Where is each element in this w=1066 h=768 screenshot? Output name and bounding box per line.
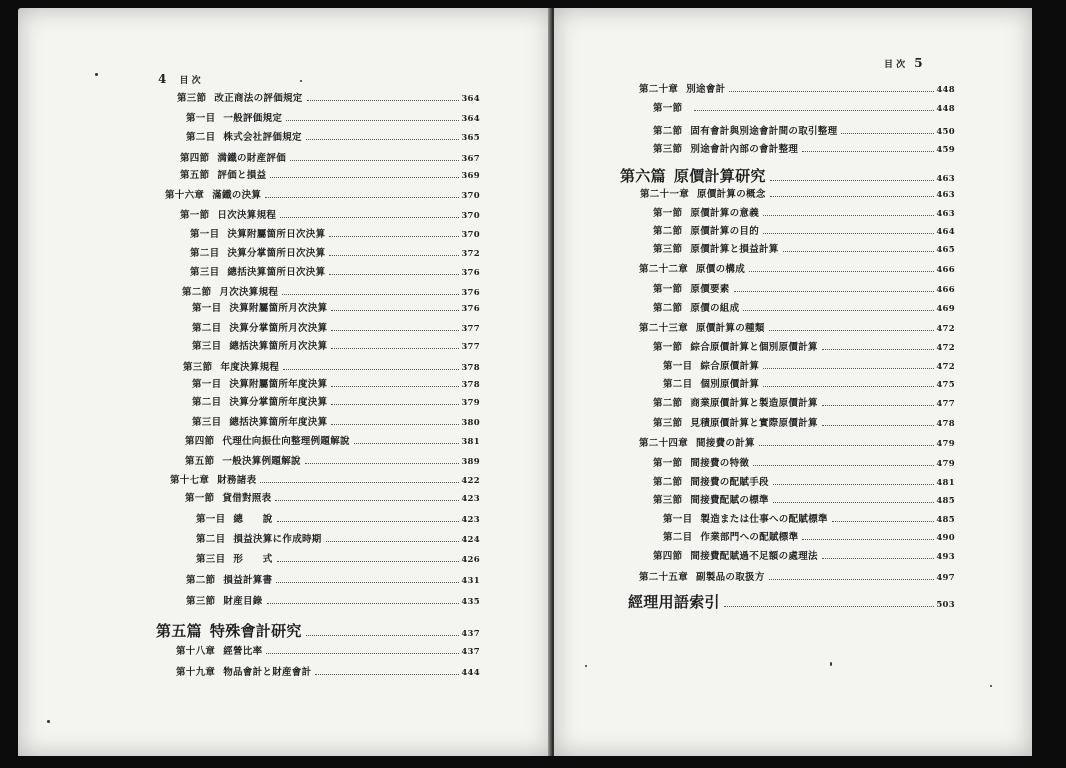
toc-entry-page-number: 463: [936, 190, 955, 200]
toc-entry-label: 第三節: [186, 596, 216, 607]
toc-entry-label: 第二節: [653, 398, 683, 409]
toc-entry-label: 第一目: [186, 113, 216, 124]
toc-entry: [196, 551, 480, 565]
toc-entry-page-number: 485: [936, 496, 955, 506]
toc-entry-page-number: 376: [461, 268, 480, 278]
toc-entry-page-number: 465: [936, 245, 955, 255]
toc-entry-page-number: 437: [461, 629, 480, 639]
dot-leader: [783, 251, 935, 252]
toc-entry-label: 第一節: [653, 458, 683, 469]
dot-leader: [354, 443, 460, 444]
dot-leader: [770, 196, 935, 197]
toc-entry-title: 總括決算箇所日次決算: [227, 267, 326, 278]
toc-entry-label: 第一節: [653, 208, 683, 219]
toc-entry-title: 個別原價計算: [700, 379, 760, 390]
toc-entry: [165, 187, 480, 201]
toc-entry: [639, 569, 955, 583]
toc-entry-title: 原價計算の意義: [690, 208, 760, 219]
dot-leader: [770, 180, 935, 181]
dot-leader: [260, 482, 459, 483]
toc-entry: [653, 474, 955, 488]
toc-entry: [639, 435, 955, 449]
dot-leader: [326, 541, 460, 542]
dot-leader: [315, 674, 459, 675]
toc-entry-page-number: 370: [461, 191, 480, 201]
toc-entry: [177, 90, 480, 104]
toc-entry-page-number: 481: [936, 478, 955, 488]
toc-entry: [663, 358, 955, 372]
toc-entry-label: 第一節: [653, 284, 683, 295]
right-page-number: 5: [914, 56, 923, 70]
toc-entry-label: 第三節: [653, 144, 683, 155]
toc-entry-title: 別途會計: [686, 84, 726, 95]
dot-leader: [759, 445, 935, 446]
toc-entry-title: 日次決算規程: [217, 210, 277, 221]
toc-entry: [653, 241, 955, 255]
toc-entry-label: 第二節: [186, 575, 216, 586]
dot-leader: [265, 197, 459, 198]
toc-entry-title: 原價の構成: [696, 264, 746, 275]
toc-entry: [156, 620, 480, 641]
dot-leader: [277, 521, 460, 522]
toc-entry-title: 間接費の配賦手段: [690, 477, 769, 488]
toc-entry-page-number: 472: [936, 343, 955, 353]
toc-entry: [639, 320, 955, 334]
toc-entry-title: 月次決算規程: [219, 287, 279, 298]
right-header-label: 目 次: [884, 60, 906, 70]
toc-entry-title: 物品會計と財産會計: [223, 667, 312, 678]
toc-entry: [190, 245, 480, 259]
dot-leader: [769, 330, 935, 331]
toc-entry-label: 第二目: [192, 397, 222, 408]
toc-entry-label: 第二節: [653, 126, 683, 137]
toc-entry-page-number: 444: [461, 668, 480, 678]
toc-entry-label: 第二目: [190, 248, 220, 259]
toc-entry-label: 第一節: [185, 493, 215, 504]
toc-entry-page-number: 503: [936, 600, 955, 610]
toc-entry-page-number: 377: [461, 324, 480, 334]
toc-entry-label: 第一目: [192, 379, 222, 390]
toc-entry-label: 第二節: [653, 477, 683, 488]
dot-leader: [763, 386, 934, 387]
toc-entry-page-number: 381: [461, 437, 480, 447]
toc-entry-title: 評価と損益: [217, 170, 267, 181]
dot-leader: [331, 348, 459, 349]
dot-leader: [832, 521, 935, 522]
dot-leader: [331, 386, 459, 387]
toc-entry: [192, 320, 480, 334]
toc-entry: [653, 205, 955, 219]
toc-entry-label: 第十八章: [176, 646, 216, 657]
toc-entry-page-number: 431: [461, 576, 480, 586]
scan-speck: [990, 685, 992, 687]
toc-entry: [653, 339, 955, 353]
toc-entry-title: 改正商法の評価規定: [214, 93, 303, 104]
toc-entry-page-number: 365: [461, 133, 480, 143]
toc-entry: [180, 150, 480, 164]
toc-entry-title: 貸借對照表: [222, 493, 272, 504]
toc-entry-label: 第三目: [192, 417, 222, 428]
toc-entry: [186, 593, 480, 607]
toc-entry-page-number: 466: [936, 285, 955, 295]
toc-entry-label: 第二節: [182, 287, 212, 298]
toc-entry: [180, 207, 480, 221]
toc-entry: [653, 455, 955, 469]
toc-entry-label: 第四節: [653, 551, 683, 562]
toc-entry: [653, 548, 955, 562]
toc-entry-title: 間接費配賦の標準: [690, 495, 769, 506]
toc-entry-page-number: 376: [461, 304, 480, 314]
toc-entry: [653, 415, 955, 429]
toc-entry-title: 決算分掌箇所月次決算: [229, 323, 328, 334]
right-page-header: [884, 56, 923, 70]
toc-entry: [186, 129, 480, 143]
toc-entry-label: 第三節: [653, 244, 683, 255]
toc-entry-label: 第二目: [186, 132, 216, 143]
dot-leader: [329, 236, 459, 237]
toc-entry-title: 決算附屬箇所日次決算: [227, 229, 326, 240]
toc-entry-title: 決算分掌箇所年度決算: [229, 397, 328, 408]
left-page-number: 4: [158, 72, 167, 86]
toc-entry-title: 總 說: [233, 514, 273, 525]
toc-entry-label: 第四節: [180, 153, 210, 164]
dot-leader: [769, 579, 935, 580]
toc-entry-page-number: 378: [461, 363, 480, 373]
toc-entry-title: 特殊會計研究: [209, 622, 302, 640]
toc-entry-label: 第一目: [663, 361, 693, 372]
toc-entry-title: 年度決算規程: [220, 362, 280, 373]
dot-leader: [331, 310, 459, 311]
toc-entry-label: 第二節: [653, 303, 683, 314]
toc-entry-label: 第一目: [663, 514, 693, 525]
toc-entry: [192, 394, 480, 408]
toc-entry-title: 決算附屬箇所月次決算: [229, 303, 328, 314]
toc-entry: [192, 338, 480, 352]
toc-entry-page-number: 472: [936, 362, 955, 372]
toc-entry-label: 第二十二章: [639, 264, 689, 275]
toc-entry: [196, 511, 480, 525]
toc-entry-label: 第一目: [192, 303, 222, 314]
scan-speck: [585, 665, 587, 667]
toc-entry-title: 決算附屬箇所年度決算: [229, 379, 328, 390]
toc-entry-title: 作業部門への配賦標準: [700, 532, 799, 543]
left-page-header: [158, 72, 201, 86]
toc-entry-page-number: 370: [461, 211, 480, 221]
toc-entry: [620, 165, 955, 186]
dot-leader: [277, 561, 460, 562]
toc-entry-title: 間接費の計算: [696, 438, 755, 449]
toc-entry-label: 第一節: [180, 210, 210, 221]
toc-entry-label: 第三節: [183, 362, 213, 373]
toc-entry-page-number: 490: [936, 533, 955, 543]
toc-entry-title: 原價計算の概念: [697, 189, 766, 200]
scan-speck: [95, 73, 98, 76]
toc-entry-title: 形 式: [233, 554, 273, 565]
dot-leader: [802, 151, 934, 152]
toc-entry-label: 第二目: [663, 379, 693, 390]
dot-leader: [290, 160, 459, 161]
toc-entry-label: 第二節: [653, 226, 683, 237]
right-page: [554, 8, 1032, 756]
toc-entry-page-number: 424: [461, 535, 480, 545]
left-page: [18, 8, 552, 756]
toc-entry-label: 第五節: [180, 170, 210, 181]
toc-entry: [663, 529, 955, 543]
dot-leader: [773, 484, 935, 485]
toc-entry-label: 第三節: [177, 93, 207, 104]
toc-entry-label: 第十七章: [170, 475, 210, 486]
dot-leader: [734, 291, 935, 292]
toc-entry: [653, 223, 955, 237]
scan-speck: [300, 80, 302, 82]
toc-entry-label: 第四節: [185, 436, 215, 447]
toc-entry: [183, 359, 480, 373]
toc-entry: [185, 453, 480, 467]
toc-entry-title: 原價の組成: [690, 303, 740, 314]
toc-entry-title: 滿鐵の決算: [212, 190, 262, 201]
dot-leader: [286, 120, 459, 121]
toc-entry-label: 第一節: [653, 103, 683, 114]
toc-entry-page-number: 389: [461, 457, 480, 467]
toc-entry-title: 間接費配賦過不足額の處理法: [690, 551, 818, 562]
toc-entry-title: 固有會計與別途會計間の取引整理: [690, 126, 838, 137]
toc-entry-title: 原價計算研究: [673, 167, 766, 185]
dot-leader: [724, 606, 935, 607]
toc-entry-label: 第五篇: [156, 622, 202, 640]
toc-entry: [639, 81, 955, 95]
dot-leader: [276, 582, 459, 583]
toc-entry-title: 總括決算箇所月次決算: [229, 341, 328, 352]
toc-entry: [653, 100, 955, 114]
dot-leader: [329, 255, 459, 256]
dot-leader: [331, 424, 459, 425]
toc-entry-page-number: 378: [461, 380, 480, 390]
dot-leader: [331, 404, 459, 405]
scan-speck: [47, 720, 50, 723]
toc-entry: [176, 664, 480, 678]
toc-entry-title: 原價計算の目的: [690, 226, 760, 237]
toc-entry-label: 第二十四章: [639, 438, 689, 449]
dot-leader: [280, 217, 459, 218]
toc-entry: [190, 226, 480, 240]
toc-entry-title: 原價要素: [690, 284, 730, 295]
dot-leader: [822, 349, 935, 350]
dot-leader: [822, 558, 935, 559]
dot-leader: [331, 330, 459, 331]
toc-entry-label: 第一節: [653, 342, 683, 353]
dot-leader: [267, 603, 460, 604]
toc-entry: [185, 490, 480, 504]
dot-leader: [763, 233, 934, 234]
dot-leader: [306, 635, 460, 636]
toc-entry: [176, 643, 480, 657]
dot-leader: [270, 177, 459, 178]
toc-entry-label: 第二目: [192, 323, 222, 334]
toc-entry: [653, 395, 955, 409]
toc-entry-label: 第二十五章: [639, 572, 689, 583]
dot-leader: [729, 91, 934, 92]
toc-entry-page-number: 364: [461, 94, 480, 104]
toc-entry-title: 商業原價計算と製造原價計算: [690, 398, 818, 409]
toc-entry-label: 第三目: [196, 554, 226, 565]
toc-entry: [186, 572, 480, 586]
toc-entry-label: 第二十三章: [639, 323, 689, 334]
toc-entry: [653, 281, 955, 295]
dot-leader: [763, 215, 934, 216]
toc-entry: [663, 376, 955, 390]
dot-leader: [305, 463, 460, 464]
toc-entry-title: 原價計算と損益計算: [690, 244, 779, 255]
toc-entry-page-number: 380: [461, 418, 480, 428]
toc-entry: [180, 167, 480, 181]
toc-entry-page-number: 448: [936, 104, 955, 114]
toc-entry-page-number: 475: [936, 380, 955, 390]
toc-entry-title: 財務諸表: [217, 475, 257, 486]
toc-entry-page-number: 426: [461, 555, 480, 565]
toc-entry-title: 決算分掌箇所日次決算: [227, 248, 326, 259]
dot-leader: [773, 502, 935, 503]
toc-entry-page-number: 485: [936, 515, 955, 525]
toc-entry-title: 一般評価規定: [223, 113, 283, 124]
toc-entry-label: 第六篇: [620, 167, 666, 185]
toc-entry-page-number: 493: [936, 552, 955, 562]
toc-entry: [192, 414, 480, 428]
toc-entry-page-number: 376: [461, 288, 480, 298]
toc-entry-title: 代理仕向振仕向整理例題解說: [222, 436, 350, 447]
toc-entry: [185, 433, 480, 447]
toc-entry-page-number: 367: [461, 154, 480, 164]
toc-entry-title: 損益決算に作成時期: [233, 534, 322, 545]
toc-entry-title: 見積原價計算と實際原價計算: [690, 418, 818, 429]
toc-entry: [182, 284, 480, 298]
toc-entry-page-number: 472: [936, 324, 955, 334]
toc-entry-page-number: 448: [936, 85, 955, 95]
dot-leader: [743, 310, 934, 311]
toc-entry-label: 第二目: [196, 534, 226, 545]
toc-entry-page-number: 435: [461, 597, 480, 607]
toc-entry-page-number: 497: [936, 573, 955, 583]
toc-entry-title: 満鐵の財産評価: [217, 153, 287, 164]
toc-entry-title: 綜合原價計算と個別原價計算: [690, 342, 818, 353]
toc-entry: [620, 591, 955, 612]
dot-leader: [802, 539, 934, 540]
toc-entry-label: 第五節: [185, 456, 215, 467]
dot-leader: [694, 110, 934, 111]
dot-leader: [822, 425, 935, 426]
toc-entry: [640, 186, 955, 200]
toc-entry-title: 經營比率: [223, 646, 263, 657]
toc-entry: [639, 261, 955, 275]
toc-entry-title: 株式会社評価規定: [223, 132, 302, 143]
toc-entry: [186, 110, 480, 124]
toc-entry: [653, 123, 955, 137]
toc-entry-page-number: 450: [936, 127, 955, 137]
dot-leader: [763, 368, 934, 369]
toc-entry-label: 第三節: [653, 418, 683, 429]
toc-entry-title: 別途會計內部の會計整理: [690, 144, 799, 155]
left-header-label: 目 次: [179, 76, 201, 86]
dot-leader: [822, 405, 935, 406]
dot-leader: [749, 271, 934, 272]
toc-entry-title: 副製品の取扱方: [696, 572, 765, 583]
toc-entry: [196, 531, 480, 545]
toc-entry-page-number: 477: [936, 399, 955, 409]
dot-leader: [329, 274, 459, 275]
toc-entry-label: 第三節: [653, 495, 683, 506]
toc-entry: [170, 472, 480, 486]
toc-entry-page-number: 466: [936, 265, 955, 275]
toc-entry-title: 總括決算箇所年度決算: [229, 417, 328, 428]
toc-entry: [653, 300, 955, 314]
toc-entry-title: 經理用語索引: [628, 593, 720, 611]
toc-entry-label: 第一目: [196, 514, 226, 525]
toc-entry-page-number: 478: [936, 419, 955, 429]
toc-entry-title: 製造または仕事への配賦標準: [700, 514, 828, 525]
dot-leader: [266, 653, 459, 654]
dot-leader: [841, 133, 934, 134]
toc-entry-label: 第二十一章: [640, 189, 690, 200]
dot-leader: [307, 100, 460, 101]
toc-entry-page-number: 479: [936, 439, 955, 449]
toc-entry: [192, 300, 480, 314]
toc-entry-page-number: 463: [936, 174, 955, 184]
toc-entry-page-number: 463: [936, 209, 955, 219]
toc-entry-page-number: 369: [461, 171, 480, 181]
toc-entry-page-number: 423: [461, 515, 480, 525]
toc-entry-label: 第十九章: [176, 667, 216, 678]
toc-entry-page-number: 469: [936, 304, 955, 314]
dot-leader: [306, 139, 460, 140]
toc-entry-label: 第二十章: [639, 84, 679, 95]
toc-entry-label: 第三目: [192, 341, 222, 352]
toc-entry-title: 損益計算書: [223, 575, 273, 586]
dot-leader: [275, 500, 459, 501]
toc-entry-page-number: 422: [461, 476, 480, 486]
toc-entry-title: 財産目錄: [223, 596, 263, 607]
toc-entry-label: 第十六章: [165, 190, 205, 201]
dot-leader: [753, 465, 934, 466]
toc-entry-page-number: 377: [461, 342, 480, 352]
toc-entry-page-number: 423: [461, 494, 480, 504]
toc-entry: [192, 376, 480, 390]
toc-entry-title: 一般決算例題解說: [222, 456, 301, 467]
toc-entry-page-number: 479: [936, 459, 955, 469]
toc-entry-title: 原價計算の種類: [696, 323, 765, 334]
toc-entry: [653, 492, 955, 506]
toc-entry-page-number: 437: [461, 647, 480, 657]
toc-entry-page-number: 379: [461, 398, 480, 408]
toc-entry: [663, 511, 955, 525]
toc-entry-label: 第一目: [190, 229, 220, 240]
toc-entry-page-number: 370: [461, 230, 480, 240]
toc-entry-title: 間接費の特徵: [690, 458, 750, 469]
toc-entry: [653, 141, 955, 155]
dot-leader: [282, 294, 459, 295]
toc-entry: [190, 264, 480, 278]
toc-entry-title: 綜合原價計算: [700, 361, 760, 372]
toc-entry-label: 第三目: [190, 267, 220, 278]
toc-entry-label: 第二目: [663, 532, 693, 543]
dot-leader: [283, 369, 459, 370]
scan-speck: [830, 662, 832, 666]
toc-entry-page-number: 372: [461, 249, 480, 259]
toc-entry-page-number: 364: [461, 114, 480, 124]
toc-entry-page-number: 464: [936, 227, 955, 237]
toc-entry-page-number: 459: [936, 145, 955, 155]
